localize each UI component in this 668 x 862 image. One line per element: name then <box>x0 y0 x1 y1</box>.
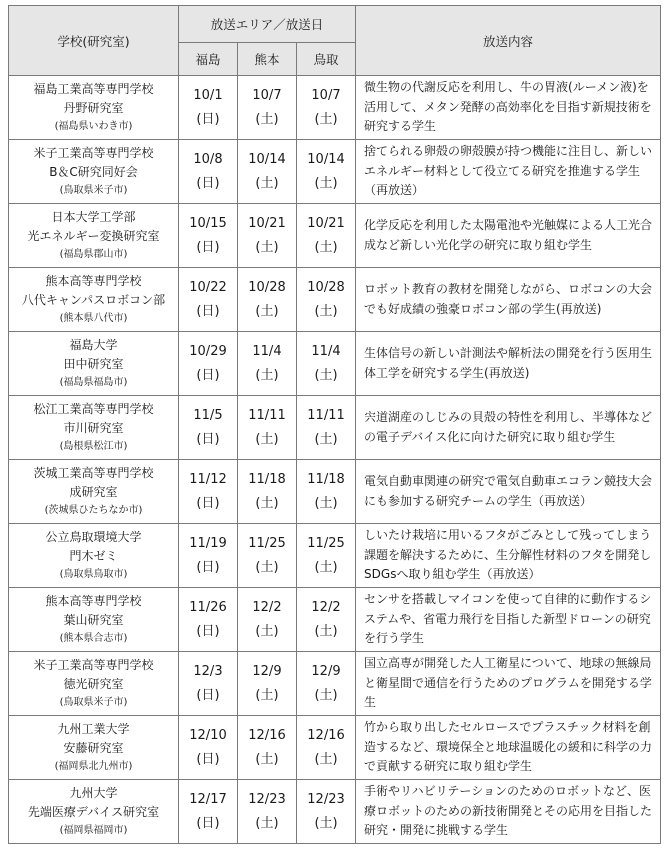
lab-name: 先端医療デバイス研究室 <box>27 805 160 819</box>
broadcast-weekday: (日) <box>196 815 220 831</box>
school-name: 松江工業高等専門学校 <box>33 402 154 416</box>
header-content: 放送内容 <box>356 6 661 76</box>
school-location: (福岡県福岡市) <box>59 825 128 836</box>
broadcast-schedule-table <box>8 5 661 844</box>
school-location: (鳥取県鳥取市) <box>59 569 128 580</box>
broadcast-weekday: (土) <box>255 431 279 447</box>
broadcast-date-cell <box>179 204 238 268</box>
broadcast-date-cell <box>297 588 356 652</box>
lab-name: 門木ゼミ <box>69 549 118 563</box>
lab-name: 安藤研究室 <box>63 741 124 755</box>
lab-name: B＆C研究同好会 <box>49 165 138 179</box>
broadcast-date: 11/12 <box>189 471 227 487</box>
broadcast-weekday: (土) <box>314 111 338 127</box>
broadcast-date: 10/7 <box>311 87 341 103</box>
broadcast-date: 11/11 <box>307 407 345 423</box>
header-region-tottori: 鳥取 <box>297 43 356 76</box>
school-cell <box>9 396 179 460</box>
broadcast-date: 11/4 <box>311 343 341 359</box>
table-row <box>9 652 661 716</box>
broadcast-weekday: (日) <box>196 175 220 191</box>
header-region-kumamoto: 熊本 <box>238 43 297 76</box>
broadcast-date-cell <box>297 652 356 716</box>
broadcast-date-cell <box>238 524 297 588</box>
broadcast-date-cell <box>238 140 297 204</box>
table-row <box>9 524 661 588</box>
broadcast-date: 10/29 <box>189 343 227 359</box>
broadcast-weekday: (日) <box>196 431 220 447</box>
broadcast-content: 生体信号の新しい計測法や解析法の開発を行う医用生体工学を研究する学生(再放送) <box>356 332 661 396</box>
broadcast-date: 11/18 <box>307 471 345 487</box>
broadcast-date: 12/3 <box>193 663 223 679</box>
broadcast-weekday: (土) <box>255 687 279 703</box>
school-cell <box>9 460 179 524</box>
table-row <box>9 588 661 652</box>
school-name: 熊本高等専門学校 <box>45 594 142 608</box>
broadcast-weekday: (土) <box>255 623 279 639</box>
lab-name: 葉山研究室 <box>63 613 124 627</box>
header-region-fukushima: 福島 <box>179 43 238 76</box>
broadcast-date-cell <box>297 524 356 588</box>
broadcast-weekday: (日) <box>196 623 220 639</box>
school-name: 九州大学 <box>69 786 118 800</box>
broadcast-content: センサを搭載しマイコンを使って自律的に動作するシステムや、省電力飛行を目指した新型ドローンの研究を行う学生 <box>356 588 661 652</box>
broadcast-date-cell <box>179 396 238 460</box>
broadcast-weekday: (土) <box>314 303 338 319</box>
broadcast-date-cell <box>297 332 356 396</box>
broadcast-weekday: (日) <box>196 111 220 127</box>
broadcast-date: 11/25 <box>248 535 286 551</box>
school-location: (鳥取県米子市) <box>59 185 128 196</box>
broadcast-content: 竹から取り出したセルロースでプラスチック材料を創造するなど、環境保全と地球温暖化の緩和に科学の力で貢献する研究に取り組む学生 <box>356 716 661 780</box>
broadcast-date-cell <box>238 588 297 652</box>
broadcast-date: 12/2 <box>252 599 282 615</box>
school-cell <box>9 204 179 268</box>
broadcast-date-cell <box>238 460 297 524</box>
broadcast-weekday: (土) <box>314 495 338 511</box>
broadcast-date: 11/4 <box>252 343 282 359</box>
broadcast-weekday: (日) <box>196 495 220 511</box>
broadcast-weekday: (土) <box>255 111 279 127</box>
school-name: 米子工業高等専門学校 <box>33 146 154 160</box>
school-cell <box>9 140 179 204</box>
school-name: 熊本高等専門学校 <box>45 274 142 288</box>
broadcast-date: 10/21 <box>307 215 345 231</box>
school-cell <box>9 332 179 396</box>
broadcast-date: 12/9 <box>252 663 282 679</box>
broadcast-date: 12/2 <box>311 599 341 615</box>
broadcast-date: 12/10 <box>189 727 227 743</box>
broadcast-weekday: (土) <box>255 495 279 511</box>
broadcast-weekday: (日) <box>196 687 220 703</box>
broadcast-weekday: (土) <box>314 751 338 767</box>
table-row <box>9 204 661 268</box>
broadcast-weekday: (土) <box>314 623 338 639</box>
broadcast-weekday: (土) <box>255 175 279 191</box>
header-area: 放送エリア／放送日 <box>179 6 356 43</box>
broadcast-date: 10/14 <box>248 151 286 167</box>
school-cell <box>9 588 179 652</box>
broadcast-content: 捨てられる卵殻の卵殻膜が持つ機能に注目し、新しいエネルギー材料として役立てる研究を推進する学生（再放送） <box>356 140 661 204</box>
school-location: (熊本県八代市) <box>59 313 128 324</box>
table-row <box>9 76 661 140</box>
broadcast-date-cell <box>179 716 238 780</box>
broadcast-date-cell <box>179 524 238 588</box>
school-cell <box>9 716 179 780</box>
broadcast-weekday: (日) <box>196 367 220 383</box>
broadcast-content: 化学反応を利用した太陽電池や光触媒による人工光合成など新しい光化学の研究に取り組む学生 <box>356 204 661 268</box>
broadcast-weekday: (土) <box>314 239 338 255</box>
broadcast-date-cell <box>238 716 297 780</box>
table-row <box>9 780 661 844</box>
school-location: (鳥取県米子市) <box>59 697 128 708</box>
broadcast-date: 12/9 <box>311 663 341 679</box>
school-name: 公立鳥取環境大学 <box>45 530 142 544</box>
table-row <box>9 716 661 780</box>
broadcast-date-cell <box>297 76 356 140</box>
lab-name: 徳光研究室 <box>63 677 124 691</box>
school-location: (福島県郡山市) <box>59 249 128 260</box>
broadcast-date-cell <box>179 332 238 396</box>
broadcast-date: 11/19 <box>189 535 227 551</box>
school-location: (福島県いわき市) <box>54 121 133 132</box>
table-body <box>9 76 661 844</box>
broadcast-weekday: (土) <box>314 687 338 703</box>
broadcast-date: 11/5 <box>193 407 223 423</box>
table-row <box>9 396 661 460</box>
header-school: 学校(研究室) <box>9 6 179 76</box>
school-cell <box>9 652 179 716</box>
table-row <box>9 140 661 204</box>
broadcast-weekday: (土) <box>255 751 279 767</box>
broadcast-content: 電気自動車関連の研究で電気自動車エコラン競技大会にも参加する研究チームの学生（再放送） <box>356 460 661 524</box>
broadcast-weekday: (土) <box>314 175 338 191</box>
broadcast-content: しいたけ栽培に用いるフタがごみとして残ってしまう課題を解決するために、生分解性材料のフタを開発しSDGsへ取り組む学生（再放送） <box>356 524 661 588</box>
broadcast-weekday: (土) <box>314 431 338 447</box>
broadcast-date-cell <box>179 588 238 652</box>
broadcast-date-cell <box>297 716 356 780</box>
broadcast-content: 微生物の代謝反応を利用し、牛の胃液(ルーメン液)を活用して、メタン発酵の高効率化を目指す新規技術を研究する学生 <box>356 76 661 140</box>
broadcast-date: 11/26 <box>189 599 227 615</box>
broadcast-weekday: (土) <box>255 815 279 831</box>
lab-name: 八代キャンパスロボコン部 <box>21 293 166 307</box>
broadcast-date-cell <box>297 268 356 332</box>
broadcast-date: 12/23 <box>307 791 345 807</box>
broadcast-weekday: (日) <box>196 751 220 767</box>
broadcast-date-cell <box>238 396 297 460</box>
school-name: 日本大学工学部 <box>51 210 136 224</box>
broadcast-date: 12/16 <box>248 727 286 743</box>
broadcast-date: 10/1 <box>193 87 223 103</box>
broadcast-date-cell <box>238 652 297 716</box>
broadcast-date: 10/7 <box>252 87 282 103</box>
broadcast-date-cell <box>297 460 356 524</box>
lab-name: 市川研究室 <box>63 421 124 435</box>
broadcast-date-cell <box>297 780 356 844</box>
lab-name: 光エネルギー変換研究室 <box>27 229 160 243</box>
school-location: (茨城県ひたちなか市) <box>44 505 143 516</box>
broadcast-date: 10/8 <box>193 151 223 167</box>
broadcast-date-cell <box>179 652 238 716</box>
school-name: 茨城工業高等専門学校 <box>33 466 154 480</box>
broadcast-weekday: (土) <box>255 559 279 575</box>
school-cell <box>9 780 179 844</box>
school-cell <box>9 268 179 332</box>
broadcast-weekday: (日) <box>196 303 220 319</box>
broadcast-date: 12/23 <box>248 791 286 807</box>
lab-name: 田中研究室 <box>63 357 124 371</box>
table-row <box>9 460 661 524</box>
broadcast-date: 12/16 <box>307 727 345 743</box>
lab-name: 成研究室 <box>69 485 118 499</box>
broadcast-content: 宍道湖産のしじみの貝殻の特性を利用し、半導体などの電子デバイス化に向けた研究に取り組む学生 <box>356 396 661 460</box>
broadcast-content: 国立高専が開発した人工衛星について、地球の無線局と衛星間で通信を行うためのプログラムを開発する学生 <box>356 652 661 716</box>
broadcast-date: 10/28 <box>307 279 345 295</box>
table-row <box>9 268 661 332</box>
school-location: (島根県松江市) <box>59 441 128 452</box>
table-row <box>9 332 661 396</box>
broadcast-weekday: (土) <box>255 303 279 319</box>
broadcast-date: 12/17 <box>189 791 227 807</box>
school-location: (福岡県北九州市) <box>54 761 133 772</box>
broadcast-date-cell <box>238 780 297 844</box>
broadcast-date: 10/15 <box>189 215 227 231</box>
lab-name: 丹野研究室 <box>63 101 124 115</box>
school-name: 福島工業高等専門学校 <box>33 82 154 96</box>
broadcast-date-cell <box>297 204 356 268</box>
broadcast-date-cell <box>179 460 238 524</box>
broadcast-weekday: (日) <box>196 239 220 255</box>
broadcast-date-cell <box>238 76 297 140</box>
broadcast-date-cell <box>297 140 356 204</box>
broadcast-date: 11/25 <box>307 535 345 551</box>
school-cell <box>9 76 179 140</box>
broadcast-date: 10/21 <box>248 215 286 231</box>
broadcast-date-cell <box>238 268 297 332</box>
broadcast-weekday: (日) <box>196 559 220 575</box>
broadcast-date: 11/11 <box>248 407 286 423</box>
school-location: (熊本県合志市) <box>59 633 128 644</box>
broadcast-date: 10/14 <box>307 151 345 167</box>
broadcast-content: ロボット教育の教材を開発しながら、ロボコンの大会でも好成績の強豪ロボコン部の学生(再放送) <box>356 268 661 332</box>
school-location: (福島県福島市) <box>59 377 128 388</box>
broadcast-date: 10/22 <box>189 279 227 295</box>
broadcast-date-cell <box>179 140 238 204</box>
school-name: 米子工業高等専門学校 <box>33 658 154 672</box>
school-cell <box>9 524 179 588</box>
broadcast-weekday: (土) <box>314 815 338 831</box>
school-name: 九州工業大学 <box>57 722 130 736</box>
broadcast-date-cell <box>179 780 238 844</box>
broadcast-date-cell <box>297 396 356 460</box>
broadcast-date-cell <box>238 204 297 268</box>
broadcast-weekday: (土) <box>255 239 279 255</box>
broadcast-date: 11/18 <box>248 471 286 487</box>
broadcast-weekday: (土) <box>314 367 338 383</box>
school-name: 福島大学 <box>69 338 118 352</box>
broadcast-date-cell <box>179 76 238 140</box>
broadcast-content: 手術やリハビリテーションのためのロボットなど、医療ロボットのための新技術開発とその応用を目指した研究・開発に挑戦する学生 <box>356 780 661 844</box>
broadcast-date: 10/28 <box>248 279 286 295</box>
broadcast-date-cell <box>179 268 238 332</box>
broadcast-date-cell <box>238 332 297 396</box>
broadcast-weekday: (土) <box>314 559 338 575</box>
broadcast-weekday: (土) <box>255 367 279 383</box>
